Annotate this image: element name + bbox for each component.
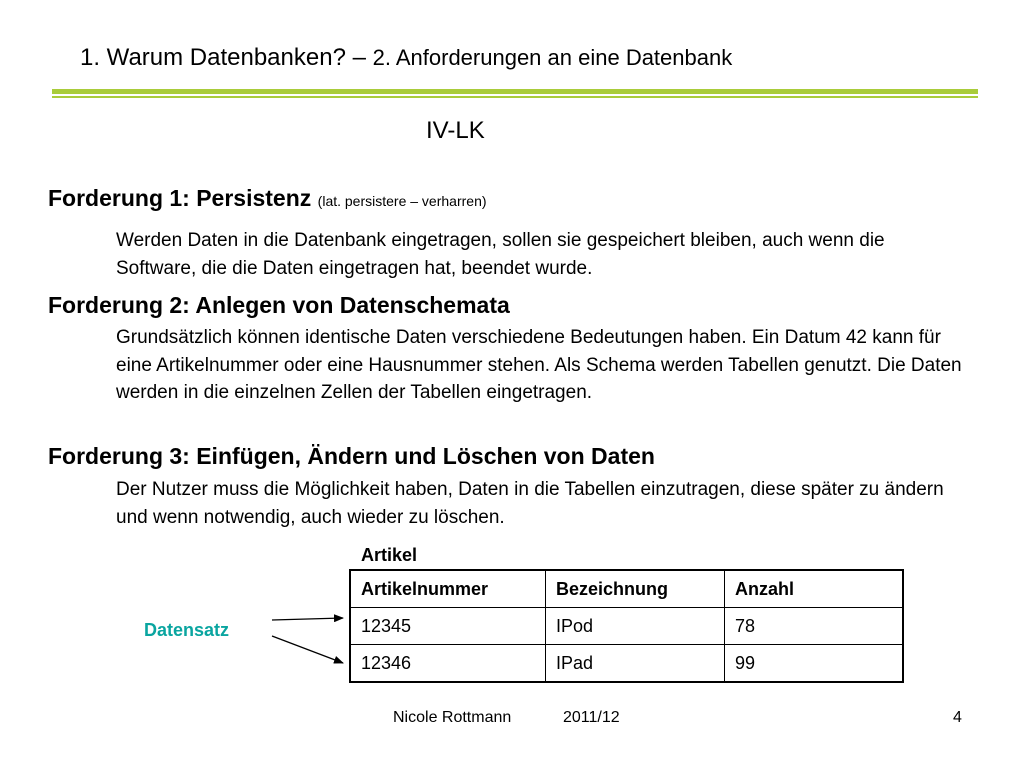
column-header: Anzahl	[725, 570, 904, 608]
title-main: 1. Warum Datenbanken?	[80, 44, 346, 71]
course-label: IV-LK	[426, 117, 485, 144]
table-cell: 12346	[350, 645, 546, 683]
title-separator: –	[345, 44, 373, 71]
table-cell: 99	[725, 645, 904, 683]
footer-author: Nicole Rottmann	[393, 709, 512, 726]
table-caption: Artikel	[361, 545, 418, 565]
table-cell: IPad	[546, 645, 725, 683]
column-header: Artikelnummer	[350, 570, 546, 608]
page-number: 4	[953, 709, 962, 726]
table-cell: 78	[725, 608, 904, 645]
table-cell: 12345	[350, 608, 546, 645]
requirement-1-body: Werden Daten in die Datenbank eingetragen, sollen sie gespeichert bleiben, auch wenn die Software, die die Daten eingetragen hat, beendet wurde.	[116, 230, 885, 279]
requirement-1-note: (lat. persistere – verharren)	[317, 193, 487, 209]
footer-year: 2011/12	[563, 709, 620, 726]
requirement-2-body: Grundsätzlich können identische Daten verschiedene Bedeutungen haben. Ein Datum 42 kann für eine Artikelnummer oder eine Hausnummer stehen. Als Schema werden Tabellen genutzt. Die Daten werden in die einzelnen Zellen der Tabellen eingetragen.	[116, 327, 962, 403]
record-label: Datensatz	[144, 620, 230, 640]
arrow-to-row-2	[272, 636, 343, 663]
title-subtitle: 2. Anforderungen an eine Datenbank	[372, 45, 733, 70]
requirement-2-heading: Forderung 2: Anlegen von Datenschemata	[48, 292, 510, 318]
requirement-1-title: Forderung 1: Persistenz	[48, 185, 312, 211]
table-cell: IPod	[546, 608, 725, 645]
requirement-3-body: Der Nutzer muss die Möglichkeit haben, Daten in die Tabellen einzutragen, diese später zu ändern und wenn notwendig, auch wieder zu löschen.	[116, 479, 944, 528]
arrow-to-row-1	[272, 618, 343, 620]
requirement-3-heading: Forderung 3: Einfügen, Ändern und Löschen von Daten	[48, 443, 655, 469]
column-header: Bezeichnung	[546, 570, 725, 608]
